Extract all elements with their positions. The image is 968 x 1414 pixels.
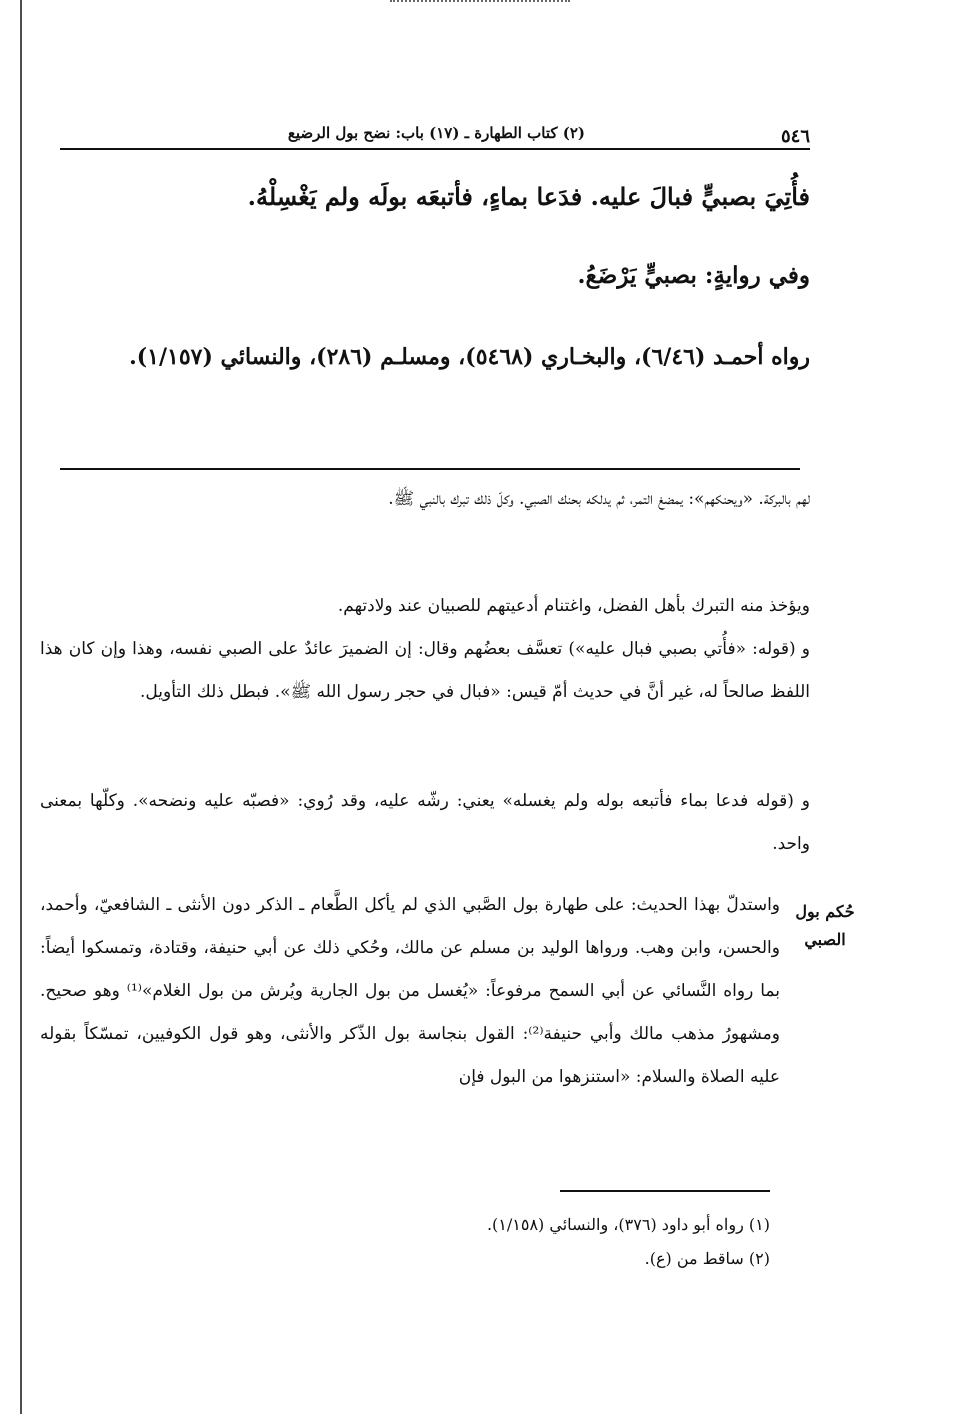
commentary-paragraph-4: و (قوله فدعا بماء فأتبعه بوله ولم يغسله» يعني: رشّه عليه، وقد رُوي: «فصبّه عليه ونضحه». وكلّها بمعنى واحد. [40,791,810,854]
commentary-paragraph-3: و (قوله: «فأُتي بصبي فبال عليه») تعسَّف بعضُهم وقال: إن الضميرَ عائدٌ على الصبي نفسه، وهذا وإن كان هذا اللفظ صالحاً له، غير أنَّ في حديث أمّ قيس: «فبال في حجر رسول الله ﷺ». فبطل ذلك التأويل. [40,639,810,702]
hadith-takhrij: رواه أحمـد (٦/٤٦)، والبخـاري (٥٤٦٨)، ومسلـم (٢٨٦)، والنسائي (١/١٥٧). [129,344,810,370]
commentary-paragraph-5: واستدلّ بهذا الحديث: على طهارة بول الصَّبي الذي لم يأكل الطَّعام ـ الذكر دون الأنثى ـ الشافعيّ، وأحمد، والحسن، وابن وهب. ورواها الوليد بن مسلم عن مالك، وحُكي ذلك عن أبي حنيفة، وقتادة، وتمسكوا أيضاً: بما رواه النَّسائي عن أبي السمح مرفوعاً: «يُغسل من بول الجارية ويُرش من بول الغلام»⁽¹⁾ وهو صحيح. ومشهورُ مذهب مالك وأبي حنيفة⁽²⁾: القول بنجاسة بول الذّكر والأنثى، وهو قول الكوفيين، تمسّكاً بقوله عليه الصلاة والسلام: «استنزهوا من البول فإن [40,895,780,1087]
top-dotted-mark [390,0,570,2]
hadith-text-line-2: وفي روايةٍ: بصبيٍّ يَرْضَعُ. [577,262,810,289]
hadith-text-line-1: فأُتِيَ بصبيٍّ فبالَ عليه. فدَعا بماءٍ، فأتبعَه بولَه ولم يَغْسِلْهُ. [247,182,810,211]
commentary-paragraph-2: ويؤخذ منه التبرك بأهل الفضل، واغتنام أدعيتهم للصبيان عند ولادتهم. [337,596,810,616]
section-rule [60,468,800,470]
commentary-paragraph-1: لهم بالبركة. «ويحنكهم»: يمضغ التمر، ثم يدلكه بحنك الصبي. وكلّ ذلك تبرك بالنبي ﷺ. [388,489,810,509]
margin-heading: حُكم بول الصبي [795,902,855,949]
header-title: (٢) كتاب الطهارة ـ (١٧) باب: نضح بول الرضيع [287,124,585,142]
header-rule [60,148,810,150]
footnotes [300,1208,770,1276]
footnote-1: (١) رواه أبو داود (٣٧٦)، والنسائي (١/١٥٨). [486,1215,770,1234]
footnote-2: (٢) ساقط من (ع). [644,1249,770,1268]
page-number: ٥٤٦ [780,126,810,147]
scan-edge-line [20,0,22,1414]
footnote-rule [560,1190,770,1192]
